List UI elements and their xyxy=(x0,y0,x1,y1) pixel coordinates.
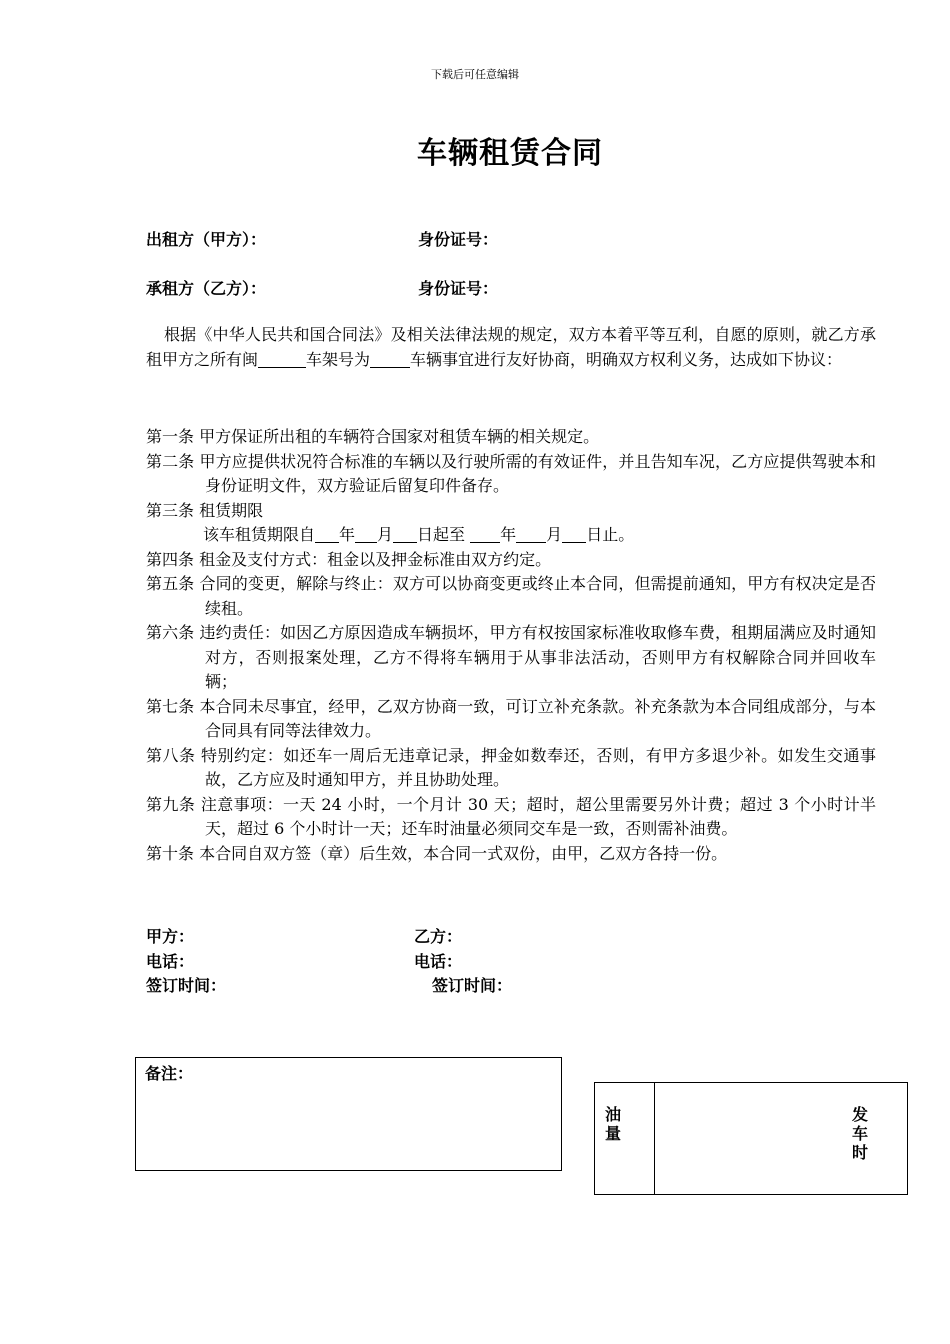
remarks-label: 备注： xyxy=(145,1064,194,1083)
lessor-id-label: 身份证号： xyxy=(418,230,499,249)
lessee-label: 承租方（乙方）： xyxy=(146,279,267,298)
intro-text-1: 根据《中华人民共和国合同法》及相关法律法规的规定，双方本着平等互利，自愿的原则，就乙方承租甲方之所有闽 xyxy=(146,325,876,369)
intro-text-3: 车辆事宜进行友好协商，明确双方权利义务，达成如下协议： xyxy=(410,350,843,369)
article-7: 第七条 本合同未尽事宜，经甲，乙双方协商一致，可订立补充条款。补充条款为本合同组成部分，与本合同具有同等法律效力。 xyxy=(146,696,876,740)
party-b-date-label: 签订时间： xyxy=(432,976,513,995)
end-day-blank xyxy=(562,524,586,543)
party-b-signature-label: 乙方： xyxy=(414,927,463,946)
fuel-table-divider xyxy=(654,1083,655,1194)
rental-term-line: 该车租赁期限自 年 月 日起至 年 月 日止。 xyxy=(203,525,635,544)
lessee-line xyxy=(146,276,499,299)
articles-list xyxy=(146,425,876,866)
lessor-line xyxy=(146,227,499,250)
signature-row-date xyxy=(146,973,513,996)
party-b-phone-label: 电话： xyxy=(414,952,463,971)
intro-paragraph xyxy=(146,322,876,372)
fuel-table xyxy=(594,1082,908,1195)
article-2: 第二条 甲方应提供状况符合标准的车辆以及行驶所需的有效证件，并且告知车况，乙方应提供驾驶本和身份证明文件，双方验证后留复印件备存。 xyxy=(146,451,876,495)
party-a-phone-label: 电话： xyxy=(146,952,195,971)
fuel-label: 油量 xyxy=(604,1105,621,1143)
start-day-blank xyxy=(393,524,417,543)
page-title: 车辆租赁合同 xyxy=(417,136,603,171)
start-year-blank xyxy=(315,524,339,543)
lessee-id-label: 身份证号： xyxy=(418,279,499,298)
article-6: 第六条 违约责任：如因乙方原因造成车辆损坏，甲方有权按国家标准收取修车费，租期届满应及时通知对方，否则报案处理，乙方不得将车辆用于从事非法活动，否则甲方有权解除合同并回收车辆； xyxy=(146,623,876,691)
article-5: 第五条 合同的变更，解除与终止：双方可以协商变更或终止本合同，但需提前通知，甲方有权决定是否续租。 xyxy=(146,574,876,618)
signature-row-party xyxy=(146,924,463,947)
depart-time-label: 发车时 xyxy=(851,1105,868,1162)
article-8: 第八条 特别约定：如还车一周后无违章记录，押金如数奉还，否则，有甲方多退少补。如发生交通事故，乙方应及时通知甲方，并且协助处理。 xyxy=(146,745,876,789)
signature-row-phone xyxy=(146,949,463,972)
header-note: 下载后可任意编辑 xyxy=(431,68,519,81)
plate-blank xyxy=(258,349,306,368)
lessor-label: 出租方（甲方）： xyxy=(146,230,267,249)
vin-blank xyxy=(370,349,410,368)
article-4: 第四条 租金及支付方式：租金以及押金标准由双方约定。 xyxy=(146,549,552,569)
article-1: 第一条 甲方保证所出租的车辆符合国家对租赁车辆的相关规定。 xyxy=(146,427,600,446)
party-a-signature-label: 甲方： xyxy=(146,927,195,946)
article-3: 第三条 租赁期限 xyxy=(146,500,264,520)
party-a-date-label: 签订时间： xyxy=(146,976,227,995)
end-month-blank xyxy=(516,524,546,543)
end-year-blank xyxy=(470,524,500,543)
intro-text-2: 车架号为 xyxy=(306,350,371,369)
remarks-box xyxy=(135,1057,562,1171)
article-9: 第九条 注意事项：一天 24 小时，一个月计 30 天；超时，超公里需要另外计费；超过 3 个小时计半天，超过 6 个小时计一天；还车时油量必须同交车是一致，否则需补油费。 xyxy=(146,794,876,838)
start-month-blank xyxy=(355,524,377,543)
article-10: 第十条 本合同自双方签（章）后生效，本合同一式双份，由甲，乙双方各持一份。 xyxy=(146,843,728,863)
